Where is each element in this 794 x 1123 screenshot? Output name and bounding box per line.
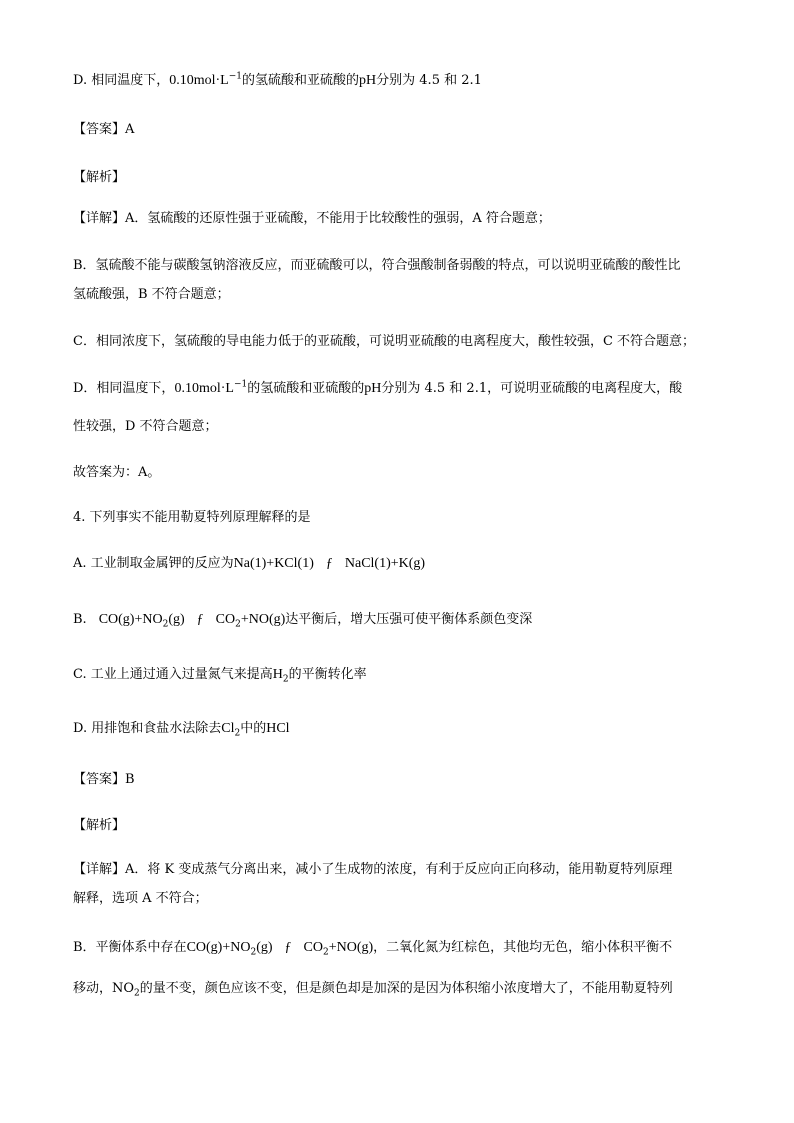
subscript: 2 <box>235 619 241 630</box>
q4-option-b <box>73 609 734 631</box>
superscript: −1 <box>233 379 248 390</box>
equation-left-end: (g) <box>256 940 273 955</box>
subscript: 2 <box>134 988 140 999</box>
ph-symbol: pH <box>359 73 377 88</box>
ph-symbol: pH <box>364 381 382 396</box>
q3-detail-d-line2: 性较强，D 不符合题意； <box>73 419 218 434</box>
subscript: 2 <box>282 674 289 685</box>
detail-d-mid: 的氢硫酸和亚硫酸的 <box>247 381 365 396</box>
q4-option-a <box>73 553 734 575</box>
q4-detail-b-line2 <box>73 978 734 1000</box>
equation-left: CO(g)+NO <box>186 940 251 955</box>
hcl-symbol: HCl <box>266 721 290 736</box>
detail-b2-tail: 的量不变，颜色应该不变，但是颜色却是加深的是因为体积缩小浓度增大了，不能用勒夏特列 <box>139 981 673 996</box>
q3-detail-a: 【详解】A．氢硫酸的还原性强于亚硫酸，不能用于比较酸性的强弱，A 符合题意； <box>73 211 551 226</box>
subscript: 2 <box>234 728 241 739</box>
concentration: 0.10mol·L <box>169 73 229 88</box>
option-d-mid: 中的 <box>240 721 267 736</box>
option-c-tail: 的平衡转化率 <box>288 667 367 682</box>
q3-analysis-label: 【解析】 <box>73 170 126 185</box>
option-a-prefix: A. 工业制取金属钾的反应为 <box>73 556 234 571</box>
detail-d-prefix: D．相同温度下， <box>73 381 175 396</box>
option-d-prefix: D. 用排饱和食盐水法除去 <box>73 721 222 736</box>
detail-b-tail: ，二氧化氮为红棕色，其他均无色，缩小体积平衡不 <box>373 940 673 955</box>
q4-option-d <box>73 718 734 740</box>
q3-option-d <box>73 70 734 92</box>
equation-right: CO <box>215 612 236 627</box>
equation-left-end: (g) <box>168 612 185 627</box>
option-b-prefix: B. <box>73 612 87 627</box>
subscript: 2 <box>250 947 257 958</box>
q3-detail-b-line1: B．氢硫酸不能与碳酸氢钠溶液反应，而亚硫酸可以，符合强酸制备弱酸的特点，可以说明亚硫酸的酸性比 <box>73 258 681 273</box>
option-b-tail: 达平衡后，增大压强可使平衡体系颜色变深 <box>285 612 533 627</box>
option-c-prefix: C. 工业上通过通入过量氮气来提高 <box>73 667 273 682</box>
q3-answer: 【答案】A <box>73 122 135 137</box>
equilibrium-arrow: ƒ <box>325 556 333 571</box>
q4-detail-a-line2: 解释，选项 A 不符合； <box>73 891 208 906</box>
equation-right-end: +NO(g) <box>240 612 286 627</box>
subscript: 2 <box>162 619 169 630</box>
equation-right-end: +NO(g) <box>328 940 374 955</box>
equation-right: CO <box>303 940 323 955</box>
option-d-tail: 分别为 4.5 和 2.1 <box>376 73 482 88</box>
detail-b-prefix: B．平衡体系中存在 <box>73 940 187 955</box>
option-d-prefix: D. 相同温度下， <box>73 73 170 88</box>
equilibrium-arrow: ƒ <box>196 612 204 627</box>
chlorine-symbol: Cl <box>221 721 235 736</box>
q4-stem: 4. 下列事实不能用勒夏特列原理解释的是 <box>73 510 311 525</box>
q3-detail-c: C．相同浓度下，氢硫酸的导电能力低于的亚硫酸，可说明亚硫酸的电离程度大，酸性较强，C 不符合题意； <box>73 334 696 349</box>
equation-left: Na(1)+KCl(1) <box>233 556 314 571</box>
equation-left: CO(g)+NO <box>98 612 163 627</box>
equation-right: NaCl(1)+K(g) <box>344 556 426 571</box>
hydrogen-symbol: H <box>272 667 283 682</box>
q4-analysis-label: 【解析】 <box>73 818 126 833</box>
concentration: 0.10mol·L <box>174 381 234 396</box>
q4-option-c <box>73 664 734 686</box>
q3-detail-b-line2: 氢硫酸强，B 不符合题意； <box>73 287 230 302</box>
q4-answer: 【答案】B <box>73 772 135 787</box>
option-d-mid: 的氢硫酸和亚硫酸的 <box>242 73 360 88</box>
detail-d-tail: 分别为 4.5 和 2.1，可说明亚硫酸的电离程度大，酸 <box>381 381 683 396</box>
q4-detail-b-line1 <box>73 937 734 959</box>
detail-b2-prefix: 移动，NO <box>73 981 135 996</box>
q3-detail-d-line1 <box>73 378 734 400</box>
subscript: 2 <box>322 947 329 958</box>
q4-detail-a-line1: 【详解】A．将 K 变成蒸气分离出来，减小了生成物的浓度，有利于反应向正向移动，能用勒夏特列原理 <box>73 862 673 877</box>
q3-final-answer: 故答案为：A。 <box>73 465 161 480</box>
superscript: −1 <box>228 71 243 82</box>
equilibrium-arrow: ƒ <box>284 940 292 955</box>
